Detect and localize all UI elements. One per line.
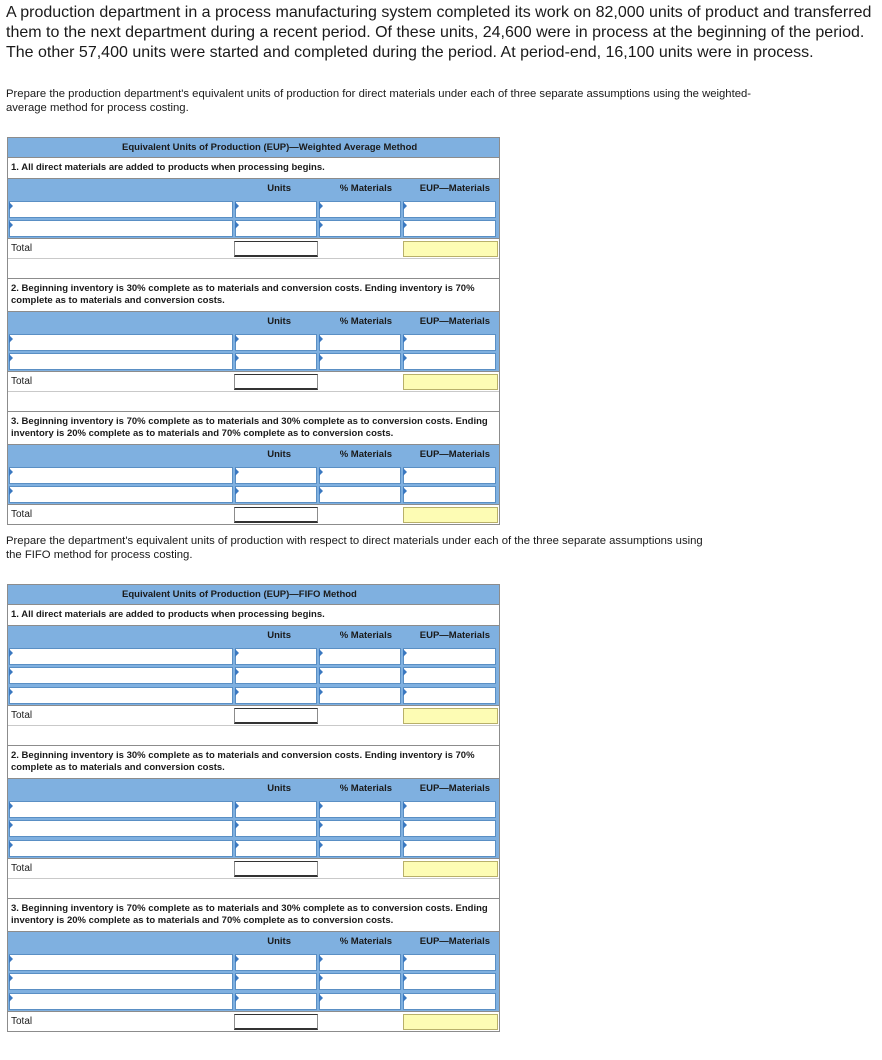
dropdown-arrow-icon (403, 688, 407, 696)
pct-materials-input[interactable] (319, 353, 401, 370)
dropdown-arrow-icon (235, 649, 239, 657)
total-label: Total (11, 709, 33, 721)
units-input[interactable] (235, 820, 317, 837)
units-input[interactable] (235, 973, 317, 990)
dropdown-arrow-icon (235, 688, 239, 696)
dropdown-arrow-icon (9, 468, 13, 476)
dropdown-arrow-icon (403, 354, 407, 362)
pct-materials-input[interactable] (319, 954, 401, 971)
eup-materials-header: EUP—Materials (419, 182, 490, 194)
column-header-row (8, 778, 499, 798)
dropdown-arrow-icon (403, 821, 407, 829)
case-3-description: 3. Beginning inventory is 70% complete as to materials and 30% complete as to conversion costs. Ending inventory is 20% complete as to materials and 70% complete as to conversion costs. (8, 411, 499, 444)
units-input[interactable] (235, 667, 317, 684)
dropdown-arrow-icon (319, 802, 323, 810)
description-select[interactable] (9, 687, 233, 704)
pct-materials-input[interactable] (319, 486, 401, 503)
dropdown-arrow-icon (319, 821, 323, 829)
dropdown-arrow-icon (319, 202, 323, 210)
input-row (8, 351, 499, 371)
dropdown-arrow-icon (9, 994, 13, 1002)
units-input[interactable] (235, 486, 317, 503)
input-row (8, 464, 499, 484)
eup-materials-header: EUP—Materials (419, 448, 490, 460)
total-eup-input[interactable] (403, 708, 498, 724)
description-select[interactable] (9, 648, 233, 665)
input-row (8, 838, 499, 858)
input-row (8, 818, 499, 838)
dropdown-arrow-icon (235, 955, 239, 963)
eup-materials-input[interactable] (403, 648, 496, 665)
input-row (8, 951, 499, 971)
dropdown-arrow-icon (9, 841, 13, 849)
dropdown-arrow-icon (319, 688, 323, 696)
description-select[interactable] (9, 334, 233, 351)
dropdown-arrow-icon (9, 821, 13, 829)
total-label: Total (11, 242, 33, 254)
pct-materials-header: % Materials (339, 629, 392, 641)
dropdown-arrow-icon (235, 974, 239, 982)
table-title: Equivalent Units of Production (EUP)—Weighted Average Method (8, 137, 499, 157)
dropdown-arrow-icon (235, 221, 239, 229)
column-header-row (8, 311, 499, 331)
dropdown-arrow-icon (403, 994, 407, 1002)
input-row (8, 685, 499, 705)
total-units-input[interactable] (234, 374, 318, 390)
total-label: Total (11, 508, 33, 520)
pct-materials-header: % Materials (339, 782, 392, 794)
eup-materials-input[interactable] (403, 801, 496, 818)
eup-materials-input[interactable] (403, 840, 496, 857)
dropdown-arrow-icon (9, 668, 13, 676)
eup-materials-input[interactable] (403, 334, 496, 351)
case-3-description: 3. Beginning inventory is 70% complete as to materials and 30% complete as to conversion costs. Ending inventory is 20% complete as to materials and 70% complete as to conversion costs. (8, 898, 499, 931)
description-select[interactable] (9, 820, 233, 837)
table-title: Equivalent Units of Production (EUP)—FIFO Method (8, 584, 499, 604)
units-input[interactable] (235, 840, 317, 857)
units-input[interactable] (235, 954, 317, 971)
eup-materials-input[interactable] (403, 820, 496, 837)
total-units-input[interactable] (234, 708, 318, 724)
dropdown-arrow-icon (403, 668, 407, 676)
total-units-input[interactable] (234, 507, 318, 523)
eup-materials-header: EUP—Materials (419, 315, 490, 327)
pct-materials-header: % Materials (339, 315, 392, 327)
eup-materials-input[interactable] (403, 973, 496, 990)
total-row (8, 371, 499, 391)
total-eup-input[interactable] (403, 1014, 498, 1030)
input-row (8, 645, 499, 665)
description-select[interactable] (9, 993, 233, 1010)
pct-materials-input[interactable] (319, 840, 401, 857)
dropdown-arrow-icon (403, 955, 407, 963)
eup-materials-input[interactable] (403, 220, 496, 237)
pct-materials-input[interactable] (319, 667, 401, 684)
dropdown-arrow-icon (319, 841, 323, 849)
description-select[interactable] (9, 801, 233, 818)
description-select[interactable] (9, 220, 233, 237)
total-units-input[interactable] (234, 861, 318, 877)
total-row (8, 705, 499, 725)
problem-statement: A production department in a process manufacturing system completed its work on 82,000 units of product and transferred them to the next department during a recent period. Of these units, 24,600 were in process at the beginning of the period. The other 57,400 units were started and completed during the period. At period-end, 16,100 units were in process. (6, 4, 872, 62)
dropdown-arrow-icon (235, 468, 239, 476)
units-input[interactable] (235, 801, 317, 818)
case-1-description: 1. All direct materials are added to products when processing begins. (8, 604, 499, 625)
eup-materials-input[interactable] (403, 353, 496, 370)
input-row (8, 665, 499, 685)
input-row (8, 331, 499, 351)
eup-table-fifo (7, 584, 500, 1032)
total-units-input[interactable] (234, 241, 318, 257)
dropdown-arrow-icon (235, 841, 239, 849)
description-select[interactable] (9, 353, 233, 370)
units-header: Units (267, 448, 291, 460)
eup-materials-input[interactable] (403, 993, 496, 1010)
dropdown-arrow-icon (403, 487, 407, 495)
instructions-weighted-average: Prepare the production department's equivalent units of production for direct materials under each of three separate assumptions using the weighted-average method for process costing. (6, 88, 752, 114)
total-units-input[interactable] (234, 1014, 318, 1030)
description-select[interactable] (9, 467, 233, 484)
units-header: Units (267, 315, 291, 327)
description-select[interactable] (9, 201, 233, 218)
pct-materials-input[interactable] (319, 334, 401, 351)
eup-table-weighted-average (7, 137, 500, 525)
dropdown-arrow-icon (403, 802, 407, 810)
dropdown-arrow-icon (235, 802, 239, 810)
total-eup-input[interactable] (403, 507, 498, 523)
units-input[interactable] (235, 334, 317, 351)
pct-materials-input[interactable] (319, 687, 401, 704)
units-input[interactable] (235, 687, 317, 704)
pct-materials-input[interactable] (319, 201, 401, 218)
total-eup-input[interactable] (403, 861, 498, 877)
eup-materials-header: EUP—Materials (419, 935, 490, 947)
case-1-description: 1. All direct materials are added to products when processing begins. (8, 157, 499, 178)
units-input[interactable] (235, 467, 317, 484)
dropdown-arrow-icon (235, 668, 239, 676)
eup-materials-input[interactable] (403, 954, 496, 971)
dropdown-arrow-icon (319, 335, 323, 343)
pct-materials-input[interactable] (319, 648, 401, 665)
total-label: Total (11, 862, 33, 874)
column-header-row (8, 931, 499, 951)
total-row (8, 238, 499, 258)
units-header: Units (267, 935, 291, 947)
case-2-description: 2. Beginning inventory is 30% complete as to materials and conversion costs. Ending inventory is 70% complete as to materials and conversion costs. (8, 745, 499, 778)
dropdown-arrow-icon (319, 974, 323, 982)
pct-materials-header: % Materials (339, 935, 392, 947)
units-input[interactable] (235, 353, 317, 370)
pct-materials-input[interactable] (319, 820, 401, 837)
units-input[interactable] (235, 201, 317, 218)
instructions-fifo: Prepare the department's equivalent units of production with respect to direct materials under each of the three separate assumptions using the FIFO method for process costing. (6, 535, 703, 561)
dropdown-arrow-icon (235, 202, 239, 210)
description-select[interactable] (9, 973, 233, 990)
dropdown-arrow-icon (235, 335, 239, 343)
dropdown-arrow-icon (9, 955, 13, 963)
eup-materials-input[interactable] (403, 486, 496, 503)
input-row (8, 991, 499, 1011)
input-row (8, 798, 499, 818)
total-label: Total (11, 1015, 33, 1027)
total-label: Total (11, 375, 33, 387)
pct-materials-input[interactable] (319, 973, 401, 990)
dropdown-arrow-icon (9, 354, 13, 362)
dropdown-arrow-icon (403, 335, 407, 343)
total-row (8, 1011, 499, 1031)
dropdown-arrow-icon (319, 354, 323, 362)
eup-materials-input[interactable] (403, 687, 496, 704)
units-header: Units (267, 182, 291, 194)
dropdown-arrow-icon (403, 841, 407, 849)
dropdown-arrow-icon (319, 955, 323, 963)
dropdown-arrow-icon (319, 668, 323, 676)
units-header: Units (267, 782, 291, 794)
description-select[interactable] (9, 840, 233, 857)
dropdown-arrow-icon (235, 487, 239, 495)
units-input[interactable] (235, 220, 317, 237)
dropdown-arrow-icon (9, 974, 13, 982)
total-eup-input[interactable] (403, 241, 498, 257)
eup-materials-header: EUP—Materials (419, 782, 490, 794)
pct-materials-header: % Materials (339, 182, 392, 194)
dropdown-arrow-icon (319, 468, 323, 476)
dropdown-arrow-icon (319, 487, 323, 495)
column-header-row (8, 444, 499, 464)
units-header: Units (267, 629, 291, 641)
dropdown-arrow-icon (9, 202, 13, 210)
dropdown-arrow-icon (403, 649, 407, 657)
case-2-description: 2. Beginning inventory is 30% complete as to materials and conversion costs. Ending inventory is 70% complete as to materials and conversion costs. (8, 278, 499, 311)
total-row (8, 504, 499, 524)
eup-materials-input[interactable] (403, 201, 496, 218)
dropdown-arrow-icon (403, 974, 407, 982)
units-input[interactable] (235, 993, 317, 1010)
dropdown-arrow-icon (9, 688, 13, 696)
pct-materials-input[interactable] (319, 467, 401, 484)
input-row (8, 198, 499, 218)
input-row (8, 218, 499, 238)
dropdown-arrow-icon (9, 335, 13, 343)
total-row (8, 858, 499, 878)
dropdown-arrow-icon (319, 649, 323, 657)
dropdown-arrow-icon (235, 354, 239, 362)
units-input[interactable] (235, 648, 317, 665)
dropdown-arrow-icon (319, 994, 323, 1002)
dropdown-arrow-icon (235, 821, 239, 829)
dropdown-arrow-icon (9, 802, 13, 810)
description-select[interactable] (9, 667, 233, 684)
input-row (8, 484, 499, 504)
eup-materials-header: EUP—Materials (419, 629, 490, 641)
dropdown-arrow-icon (403, 202, 407, 210)
dropdown-arrow-icon (9, 649, 13, 657)
input-row (8, 971, 499, 991)
description-select[interactable] (9, 954, 233, 971)
column-header-row (8, 178, 499, 198)
pct-materials-input[interactable] (319, 993, 401, 1010)
dropdown-arrow-icon (9, 221, 13, 229)
column-header-row (8, 625, 499, 645)
pct-materials-input[interactable] (319, 801, 401, 818)
dropdown-arrow-icon (235, 994, 239, 1002)
total-eup-input[interactable] (403, 374, 498, 390)
pct-materials-input[interactable] (319, 220, 401, 237)
dropdown-arrow-icon (403, 221, 407, 229)
dropdown-arrow-icon (319, 221, 323, 229)
dropdown-arrow-icon (403, 468, 407, 476)
dropdown-arrow-icon (9, 487, 13, 495)
pct-materials-header: % Materials (339, 448, 392, 460)
eup-materials-input[interactable] (403, 467, 496, 484)
description-select[interactable] (9, 486, 233, 503)
eup-materials-input[interactable] (403, 667, 496, 684)
